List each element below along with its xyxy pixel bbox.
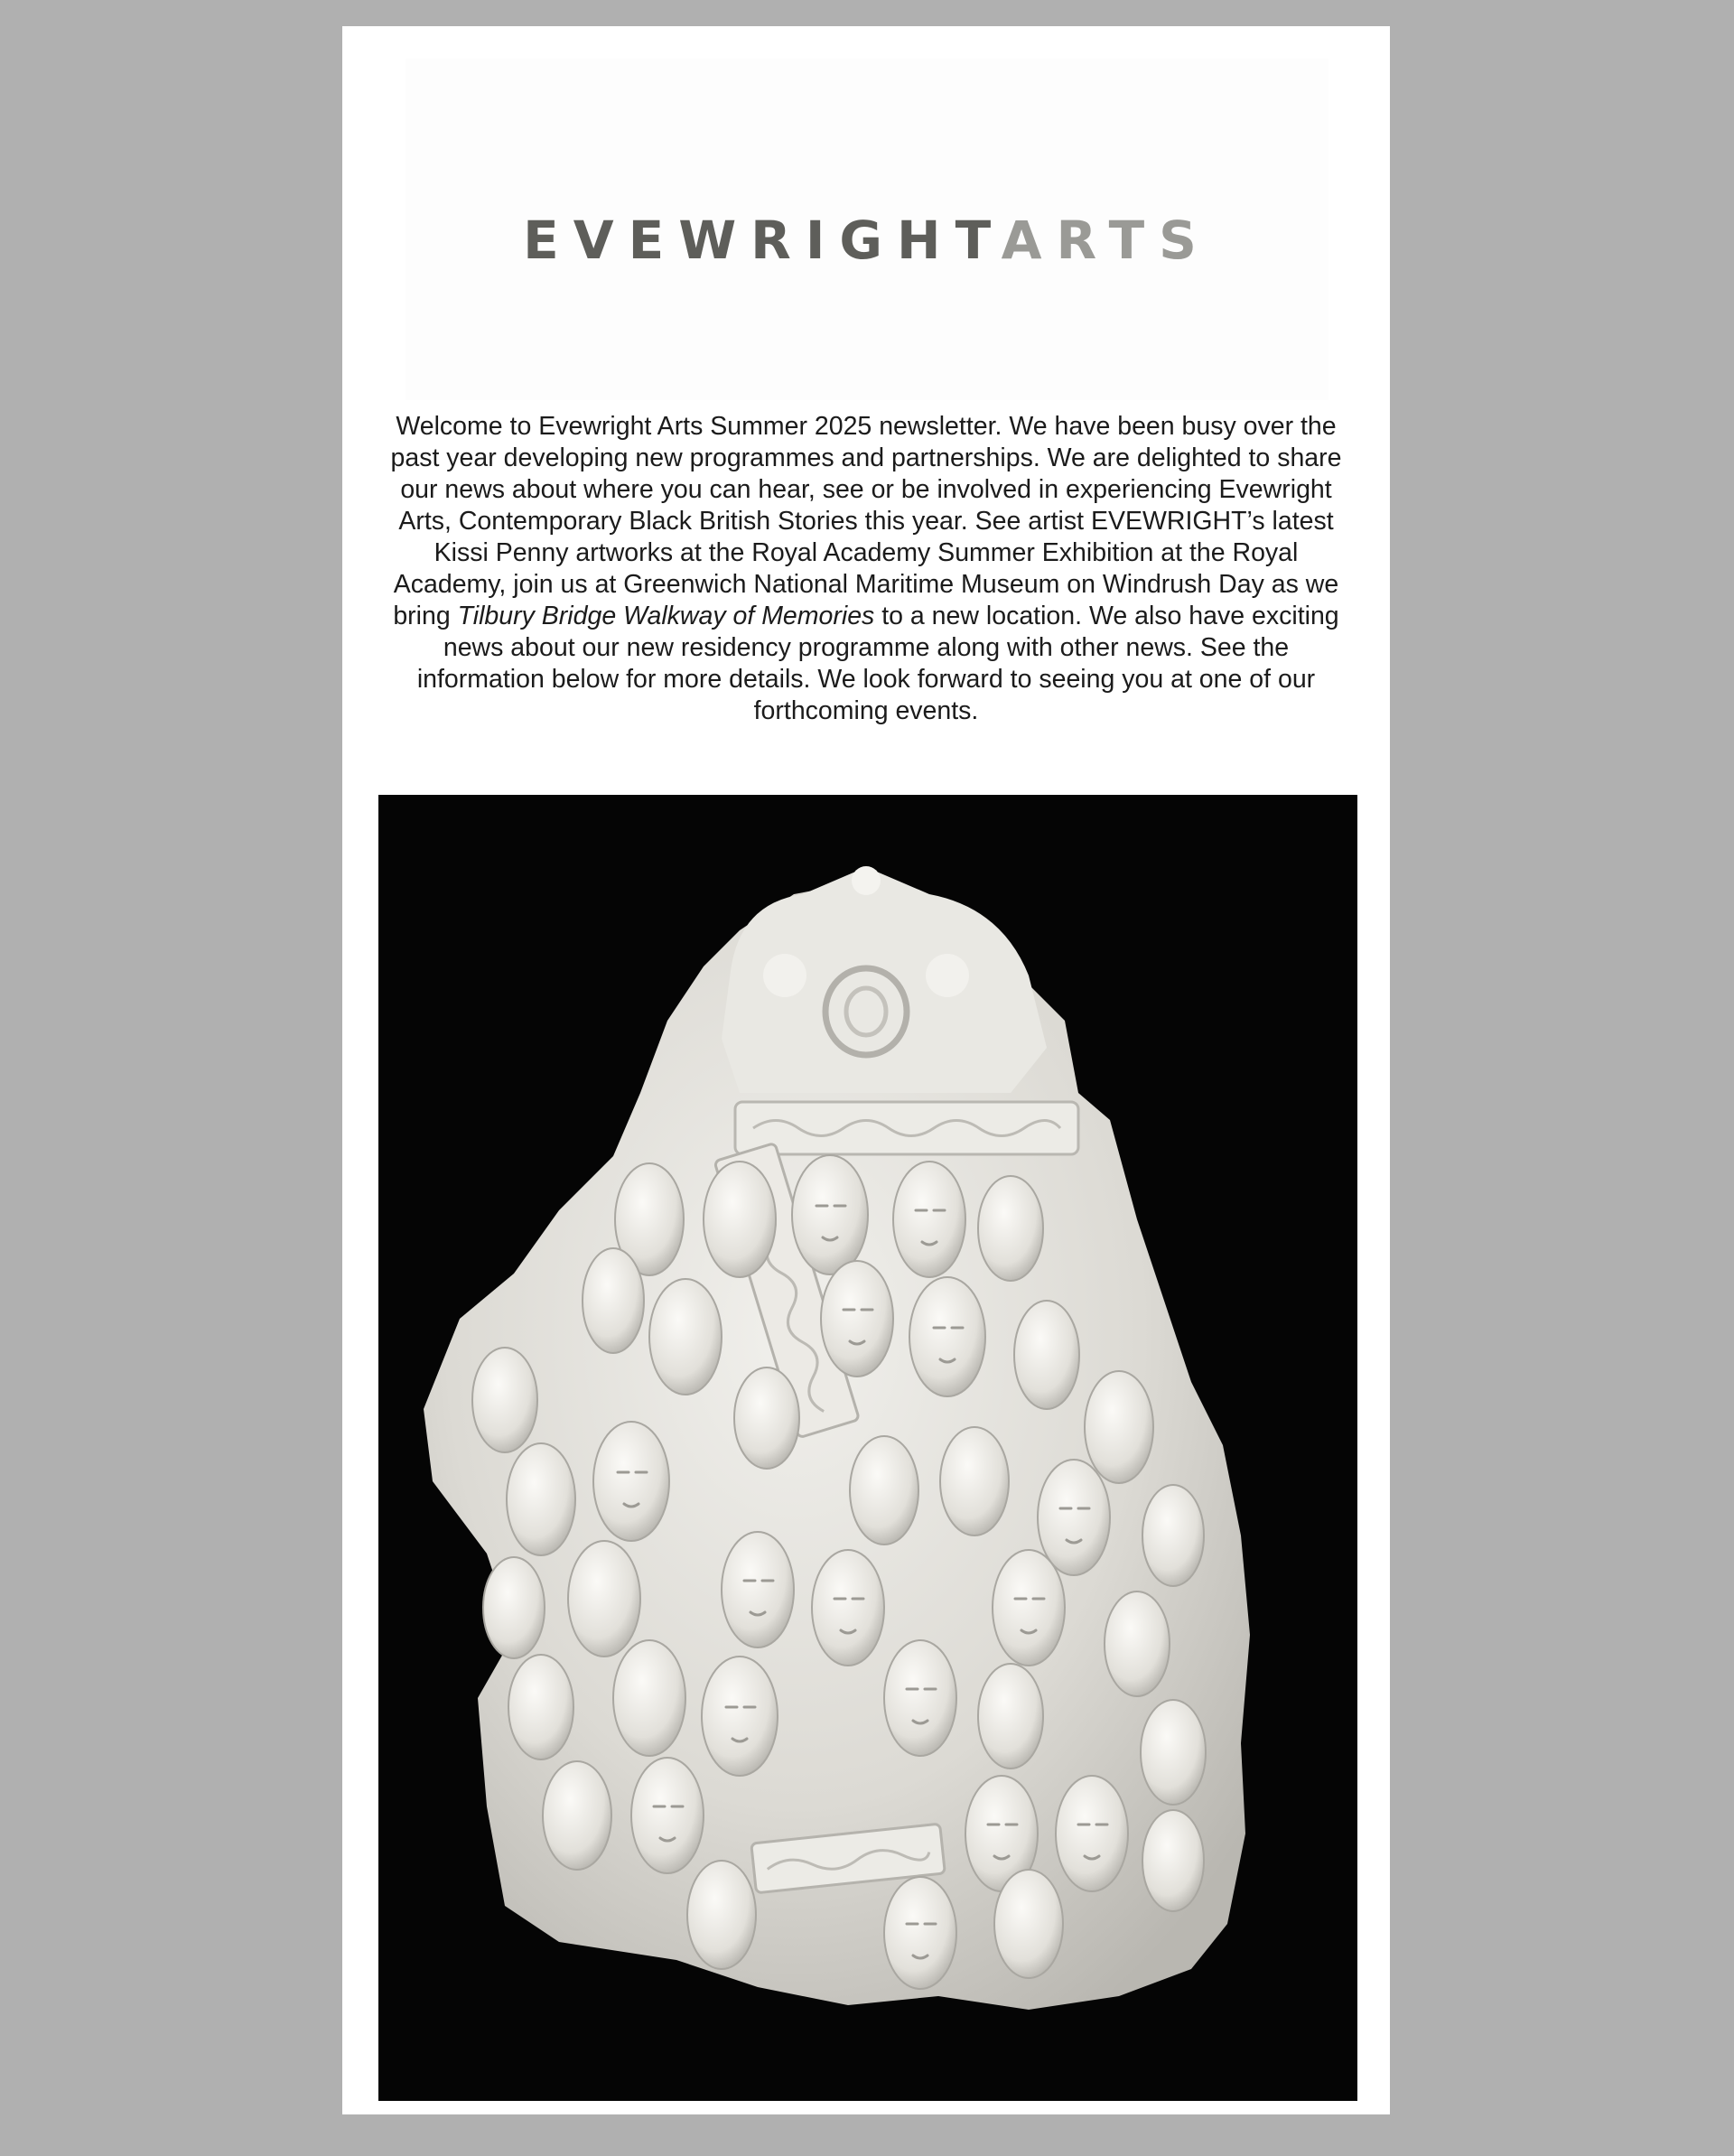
newsletter-card bbox=[342, 26, 1390, 2114]
intro-text-part-2: to a new location. We also have exciting news about our new residency programme along with other news. See the information below for more details. We look forward to seeing you at one of our forthcoming events. bbox=[416, 602, 1339, 725]
header-logo-banner bbox=[406, 59, 1328, 400]
logo-text-evewright: EVEWRIGHT bbox=[523, 210, 1002, 271]
intro-text-part-1: Welcome to Evewright Arts Summer 2025 newsletter. We have been busy over the past year developing new programmes and partnerships. We are delighted to share our news about where you can hear, see or be involved in experiencing Evewright Arts, Contemporary Black British Stories this year. See artist EVEWRIGHT’s latest Kissi Penny artworks at the Royal Academy Summer Exhibition at the Royal Academy, join us at Greenwich National Maritime Museum on Windrush Day as we bring bbox=[390, 412, 1342, 630]
kissi-penny-artwork-image[interactable] bbox=[378, 795, 1357, 2101]
ornamental-crest bbox=[722, 866, 1078, 1154]
sculpture-illustration bbox=[378, 795, 1357, 2101]
evewright-arts-logo[interactable] bbox=[406, 210, 1328, 271]
intro-italic-title: Tilbury Bridge Walkway of Memories bbox=[457, 602, 875, 630]
intro-paragraph bbox=[378, 411, 1354, 727]
logo-text-arts: ARTS bbox=[1001, 210, 1211, 271]
